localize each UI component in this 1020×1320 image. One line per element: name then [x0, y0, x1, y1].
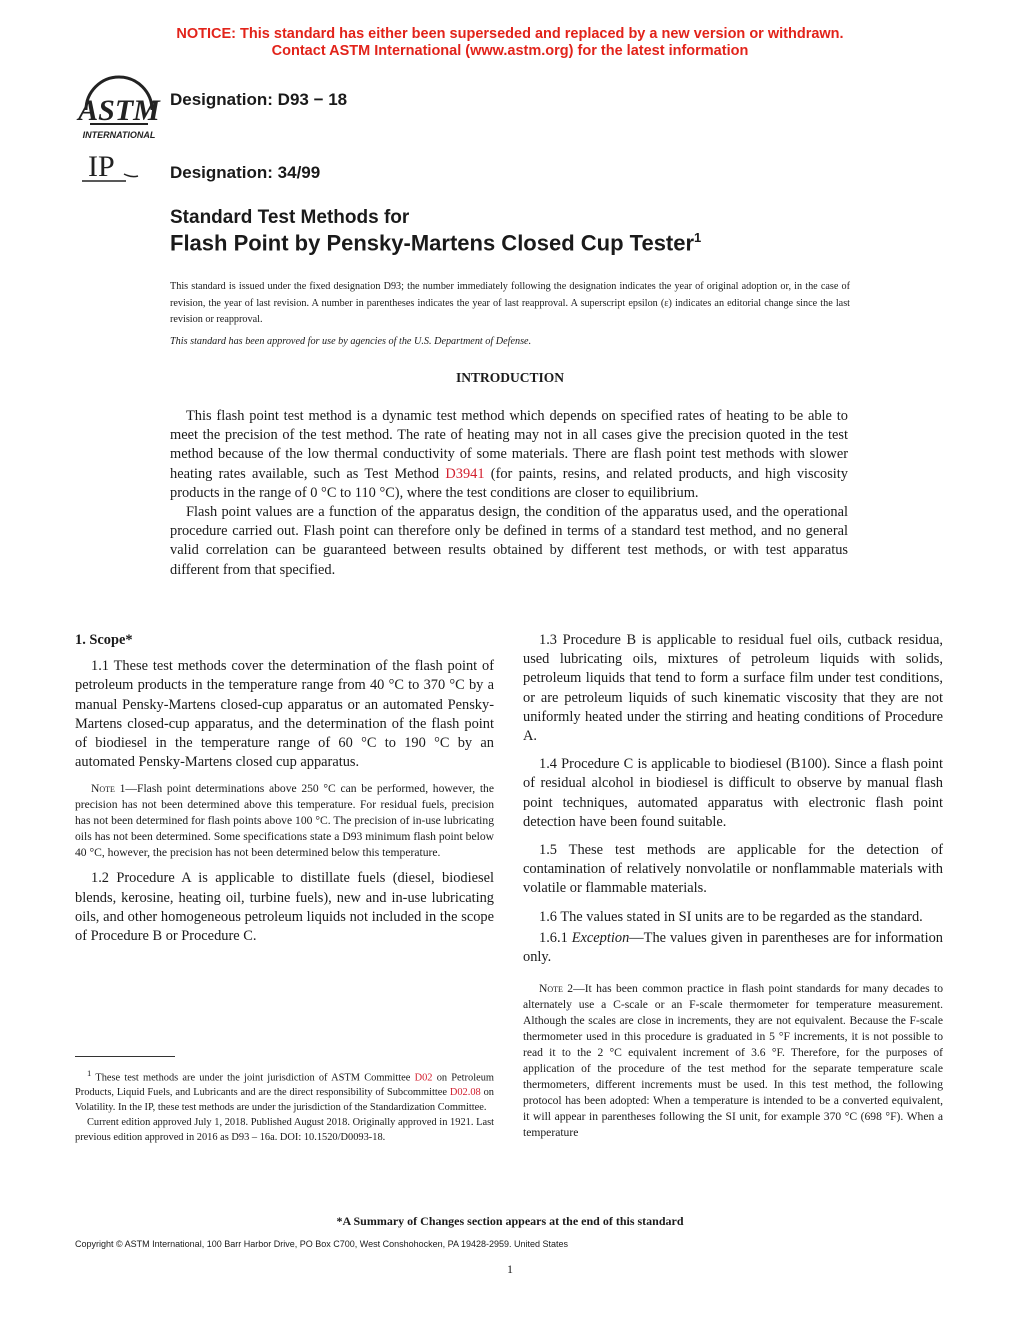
footnote-1: [75, 1066, 494, 1115]
note-2-label: Note 2: [539, 982, 574, 996]
d02-08-link[interactable]: D02.08: [449, 1087, 481, 1099]
section-1-2: 1.2 Procedure A is applicable to distillate fuels (diesel, biodiesel blends, kerosine, heating oil, turbine fuels), new and in-use lubricating oils, and other homogeneous petroleum liquids not included in the scope of Procedure B or Procedure C.: [75, 870, 494, 945]
notice-line-2: Contact ASTM International (www.astm.org) for the latest information: [271, 43, 749, 59]
note-2-text: —It has been common practice in flash point standards for many decades to alternately use a C-scale or an F-scale thermometer for temperature measurement. Although the scales are close in increments, they are not equivalent. Because the F-scale thermometer used in this procedure is graduated in 5 °F increments, it is not possible to read it to the 2 °C equivalent increment of 3.6 °F. Therefore, for the purposes of application of the procedure of the test method for the separate temperature scale thermometers, different increments must be used. In this test method, the following protocol has been adopted: When a temperature is intended to be a converted equivalent, it will appear in parentheses following the SI unit, for example 370 °C (698 °F). When a temperature: [523, 982, 943, 1140]
title-footnote-mark: 1: [694, 230, 702, 245]
footnote-2: Current edition approved July 1, 2018. Published August 2018. Originally approved in 1921. Last previous edition approved in 2016 as D93 – 16a. DOI: 10.1520/D0093-18.: [75, 1117, 494, 1144]
section-1-6-1: [523, 929, 943, 967]
section-1-5: 1.5 These test methods are applicable for the detection of contamination of relatively nonvolatile or nonflammable materials with volatile or flammable materials.: [523, 842, 943, 897]
note-1-text: —Flash point determinations above 250 °C can be performed, however, the precision has not been determined above this temperature. For residual fuels, precision has not been determined for flash points above 100 °C. The precision of in-use lubricating oils has not been determined. Some specifications state a D93 minimum flash point below 40 °C, however, the precision has not been determined below this temperature.: [75, 782, 494, 860]
title-line-1: Standard Test Methods for: [170, 207, 410, 228]
section-1-4: 1.4 Procedure C is applicable to biodiesel (B100). Since a flash point of residual alcohol in biodiesel is difficult to observe by manual flash point techniques, automated apparatus with electronic flash point detection have been found suitable.: [523, 756, 943, 830]
footnote-1-text-a: These test methods are under the joint jurisdiction of ASTM Committee: [91, 1072, 415, 1084]
note-1: [75, 781, 494, 861]
d02-link[interactable]: D02: [414, 1072, 433, 1084]
right-column: [523, 631, 943, 1141]
notice-line-1: NOTICE: This standard has either been superseded and replaced by a new version or withdrawn.: [176, 26, 844, 42]
footnote-rule: [75, 1056, 175, 1057]
astm-logo: [76, 70, 162, 142]
ip-designation: Designation: 34/99: [170, 163, 321, 182]
dod-note: This standard has been approved for use by agencies of the U.S. Department of Defense.: [170, 336, 532, 347]
footnotes: [75, 1066, 494, 1145]
intro-p1-text: This flash point test method is a dynamic test method which depends on specified rates of heating to be able to meet the precision of the test method. The rate of heating may not in all cases give the precision quoted in the test method because of the low thermal conductivity of some materials. There are flash point test methods with slower heating rates available, such as Test Method: [170, 408, 848, 482]
introduction-paragraph-2: Flash point values are a function of the apparatus design, the condition of the apparatus used, and the operational procedure carried out. Flash point can therefore only be defined in terms of a standard test method, and no general valid correlation can be guaranteed between results obtained by different test methods, or with test apparatus different from that specified.: [170, 504, 848, 578]
section-1-3: 1.3 Procedure B is applicable to residual fuel oils, cutback residua, used lubricating oils, mixtures of petroleum liquids with solids, petroleum liquids that tend to form a surface film under test conditions, or are petroleum liquids of such kinematic viscosity that they are not uniformly heated under the stirring and heating conditions of Procedure A.: [523, 632, 943, 745]
footnote-1-mark: 1: [87, 1068, 92, 1078]
scope-heading: 1. Scope*: [75, 632, 133, 648]
astm-logo-caption: INTERNATIONAL: [82, 130, 156, 140]
section-1-6-1-number: 1.6.1: [539, 929, 572, 946]
note-2: [523, 981, 943, 1141]
section-1-6-1-text: —The values given in parentheses are for information only.: [523, 929, 943, 966]
section-1-6: 1.6 The values stated in SI units are to be regarded as the standard.: [539, 908, 923, 925]
introduction-heading: INTRODUCTION: [455, 370, 564, 385]
footnote-1-text-c: on Volatility. In the IP, these test methods are under the jurisdiction of the Standardization Committee.: [75, 1087, 494, 1114]
note-1-label: Note 1: [91, 782, 126, 796]
page-number: 1: [507, 1262, 513, 1276]
title-line-2: [170, 230, 701, 256]
ip-logo: [80, 150, 140, 190]
left-column: [75, 631, 494, 946]
footnote-1-text-b: on Petroleum Products, Liquid Fuels, and Lubricants and are the direct responsibility of Subcommittee: [75, 1072, 494, 1099]
ip-logo-letters: IP: [88, 150, 115, 183]
section-1-6-1-exception: Exception: [571, 929, 630, 946]
intro-p1-text-b: (for paints, resins, and related products, and high viscosity products in the range of 0 °C to 110 °C), where the test conditions are closer to equilibrium.: [170, 465, 848, 501]
summary-of-changes-note: *A Summary of Changes section appears at the end of this standard: [336, 1214, 684, 1228]
d3941-link[interactable]: D3941: [445, 465, 485, 482]
introduction-paragraph-1: [170, 407, 848, 503]
introduction-body: [170, 407, 848, 580]
title-text: Flash Point by Pensky-Martens Closed Cup Tester: [170, 230, 695, 256]
section-1-1: 1.1 These test methods cover the determination of the flash point of petroleum products in the temperature range from 40 °C to 370 °C by a manual Pensky-Martens closed-cup apparatus or an automated Pensky-Martens closed-cup apparatus, and the determination of the flash point of biodiesel in the temperature range of 60 °C to 190 °C by an automated Pensky-Martens closed cup apparatus.: [75, 658, 494, 771]
astm-designation: Designation: D93 − 18: [170, 90, 348, 109]
issued-note: This standard is issued under the fixed designation D93; the number immediately following the designation indicates the year of original adoption or, in the case of revision, the year of last revision. A number in parentheses indicates the year of last reapproval. A superscript epsilon (ε) indicates an editorial change since the last revision or reapproval.: [170, 281, 850, 325]
astm-logo-letters: ASTM: [78, 94, 160, 127]
copyright: Copyright © ASTM International, 100 Barr Harbor Drive, PO Box C700, West Conshohocken, PA 19428-2959. United States: [75, 1239, 569, 1249]
